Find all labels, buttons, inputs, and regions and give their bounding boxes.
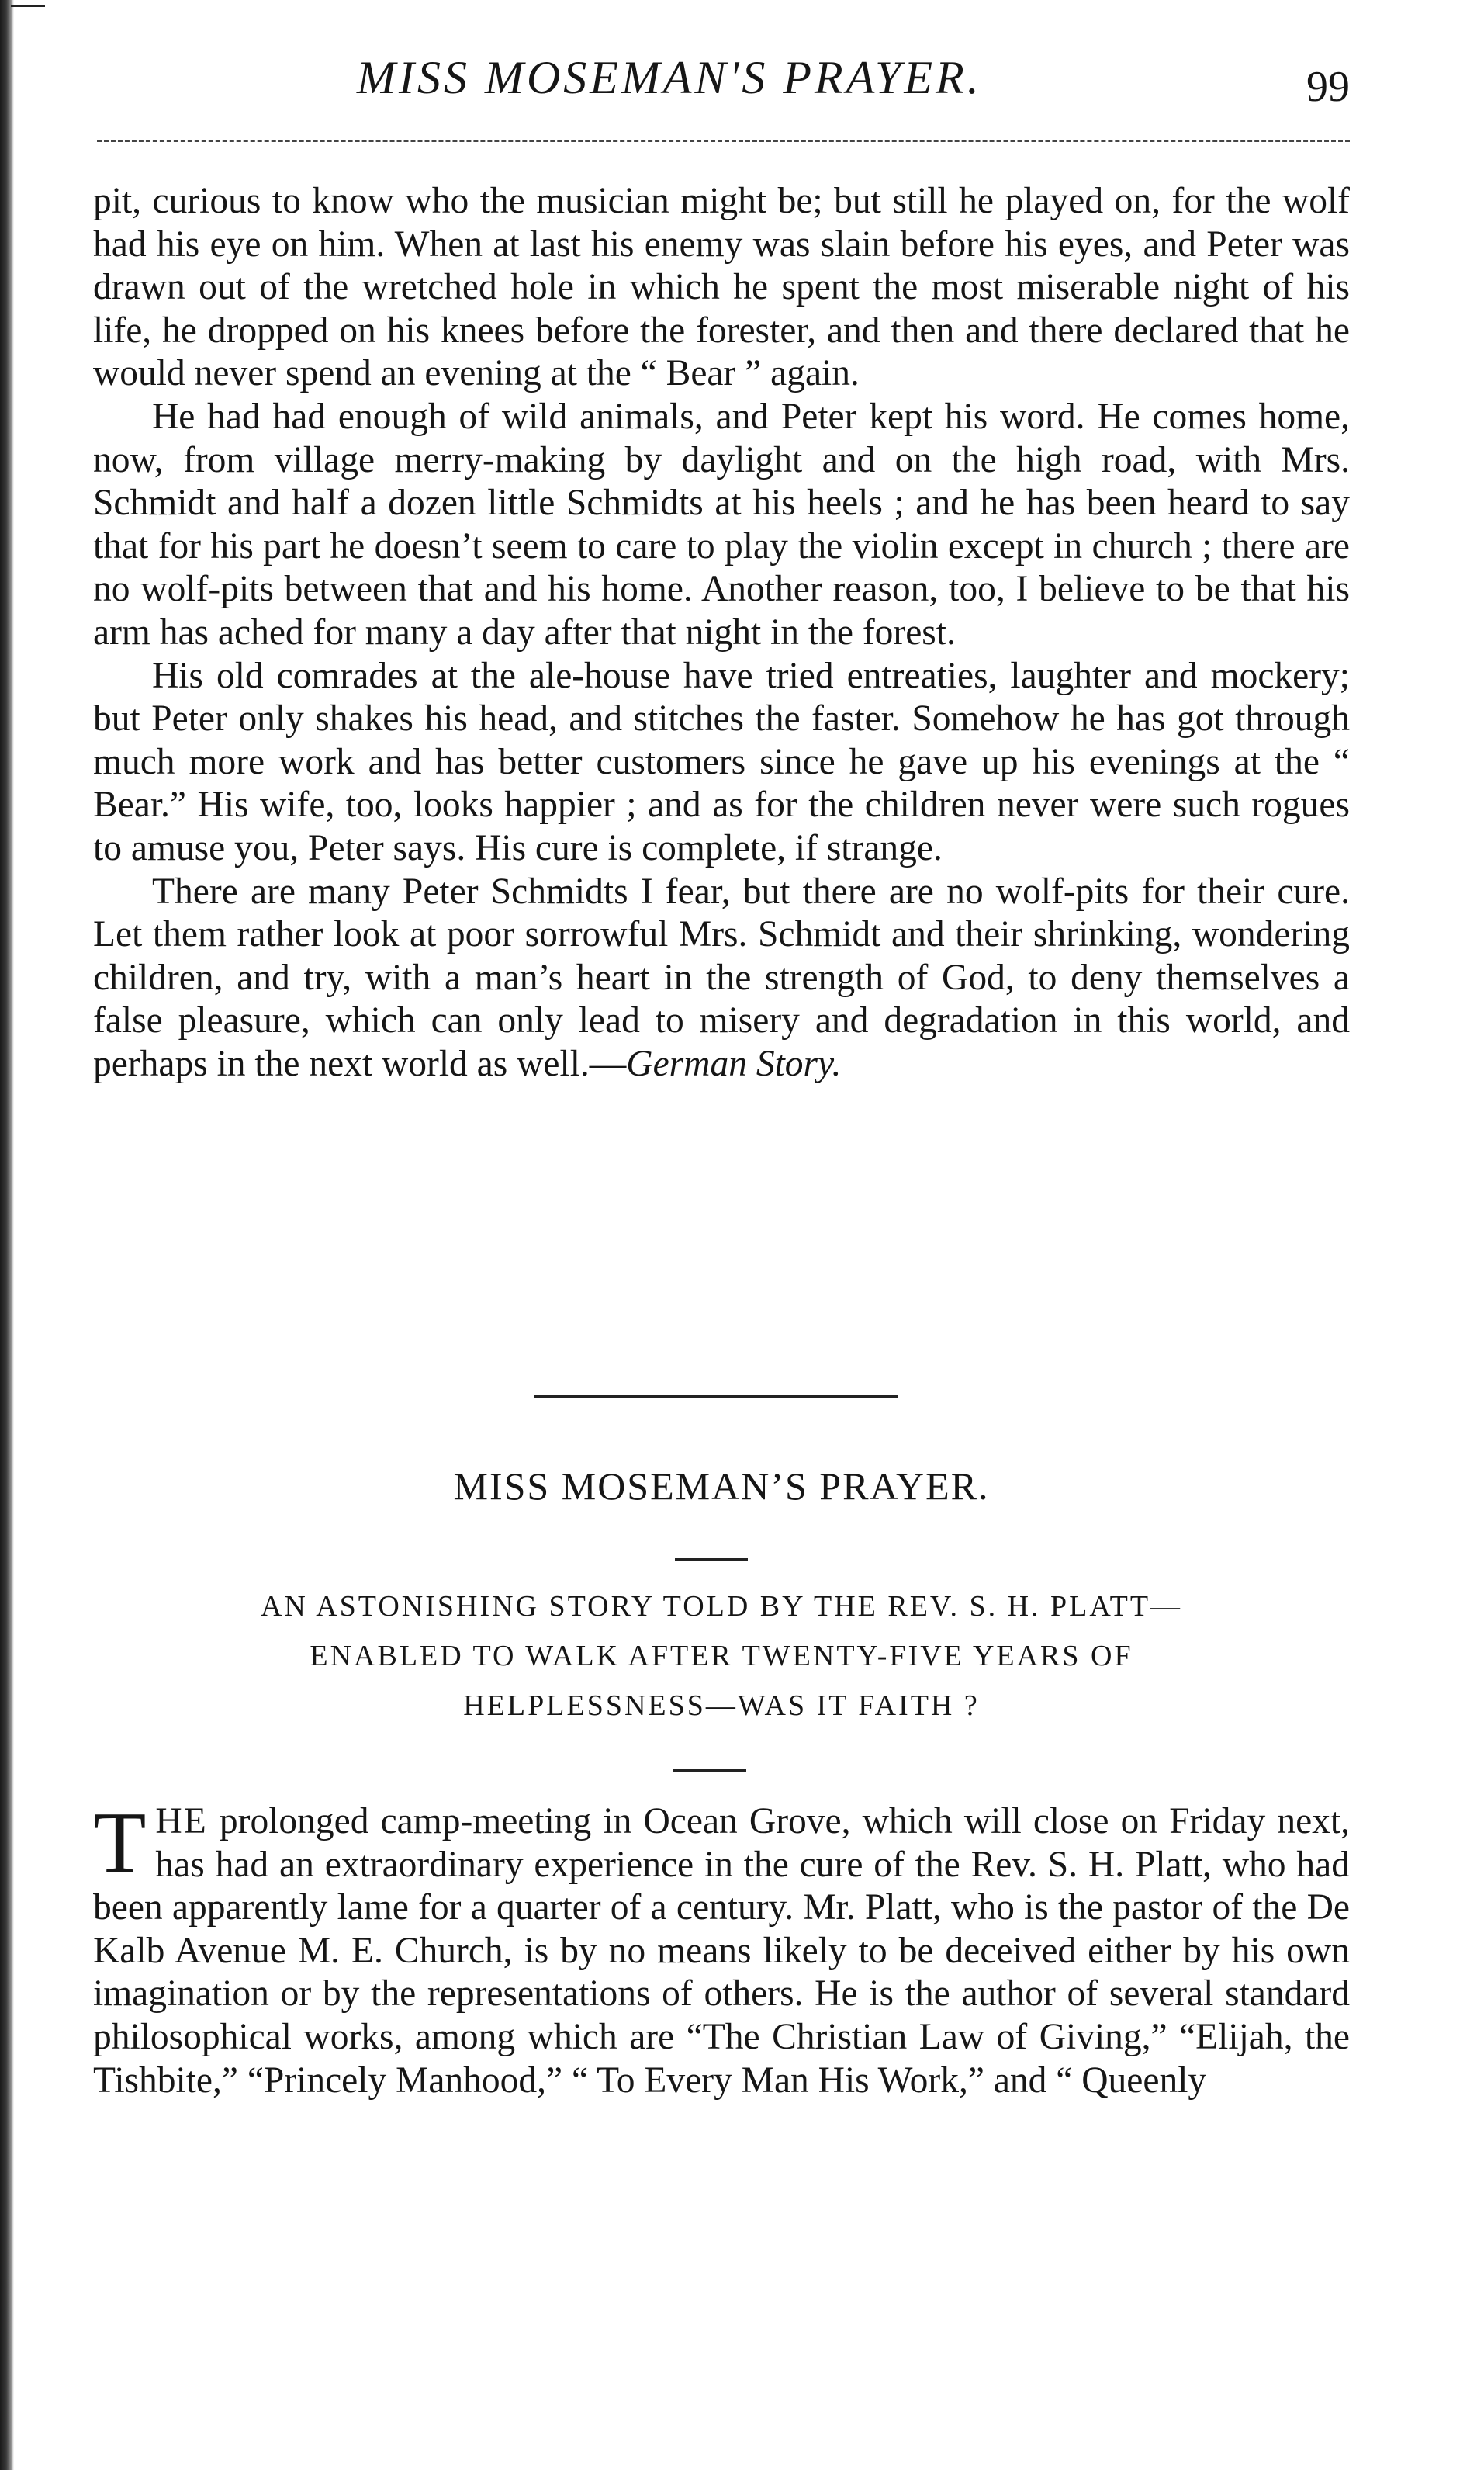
paragraph-text: prolonged camp-meeting in Ocean Grove, which will close on Friday next, has had an extraordinary experience in the cure of the Rev. S. H. Platt, who had been apparently lame for a quarter of a century. Mr. Platt, who is the pastor of the De Kalb Avenue M. E. Church, is by no means likely to be deceived either by his own imagination or by the representations of others. He is the author of several standard philosophical works, among which are “The Christian Law of Giving,” “Elijah, the Tishbite,” “Princely Manhood,” “ To Every Man His Work,” and “ Queenly <box>93 1801 1350 2101</box>
story-source: German Story. <box>626 1043 842 1084</box>
subhead-rule <box>673 1769 746 1772</box>
paragraph: He had had enough of wild animals, and Peter kept his word. He comes home, now, from village merry-making by daylight and on the high road, with Mrs. Schmidt and half a dozen little Schmidts at his heels ; and he has been heard to say that for his part he doesn’t seem to care to play the violin except in church ; there are no wolf-pits between that and his home. Another reason, too, I believe to be that his arm has ached for many a day after that night in the forest. <box>93 396 1350 653</box>
running-head-title: MISS MOSEMAN'S PRAYER. <box>357 52 982 103</box>
header-rule <box>97 140 1350 142</box>
subhead-line: HELPLESSNESS—WAS IT FAITH ? <box>463 1689 980 1722</box>
drop-cap: T <box>93 1795 147 1891</box>
paragraph-text: There are many Peter Schmidts I fear, but there are no wolf-pits for their cure. Let them rather look at poor sorrowful Mrs. Schmidt and their shrinking, wondering children, and try, with a man’s heart in the strength of God, to deny themselves a false pleasure, which can only lead to misery and degradation in this world, and perhaps in the next world as well.— <box>93 871 1350 1084</box>
subhead-line: ENABLED TO WALK AFTER TWENTY-FIVE YEARS OF <box>310 1640 1133 1672</box>
story-conclusion <box>93 180 1350 1086</box>
corner-rule <box>11 5 45 7</box>
subhead-line: AN ASTONISHING STORY TOLD BY THE REV. S. H. PLATT— <box>260 1590 1183 1623</box>
paragraph: His old comrades at the ale-house have tried entreaties, laughter and mockery; but Peter only shakes his head, and stitches the faster. Somehow he has got through much more work and has better customers since he gave up his evenings at the “ Bear.” His wife, too, looks happier ; and as for the children never were such rogues to amuse you, Peter says. His cure is complete, if strange. <box>93 655 1350 868</box>
opening-paragraph <box>93 1795 1350 2102</box>
article-body <box>93 1795 1350 2102</box>
binding-edge <box>0 0 14 2470</box>
first-word: HE <box>155 1801 208 1841</box>
section-divider <box>534 1395 898 1398</box>
page-number: 99 <box>1306 63 1350 111</box>
article-title: MISS MOSEMAN’S PRAYER. <box>453 1464 990 1508</box>
running-head <box>93 45 1350 115</box>
paragraph: pit, curious to know who the musician might be; but still he played on, for the wolf had his eye on him. When at last his enemy was slain before his eyes, and Peter was drawn out of the wretched hole in which he spent the most miserable night of his life, he dropped on his knees before the forester, and then and there declared that he would never spend an evening at the “ Bear ” again. <box>93 181 1350 394</box>
paragraph-final <box>93 871 1350 1086</box>
title-rule <box>675 1558 748 1561</box>
article-subheading <box>93 1581 1350 1730</box>
